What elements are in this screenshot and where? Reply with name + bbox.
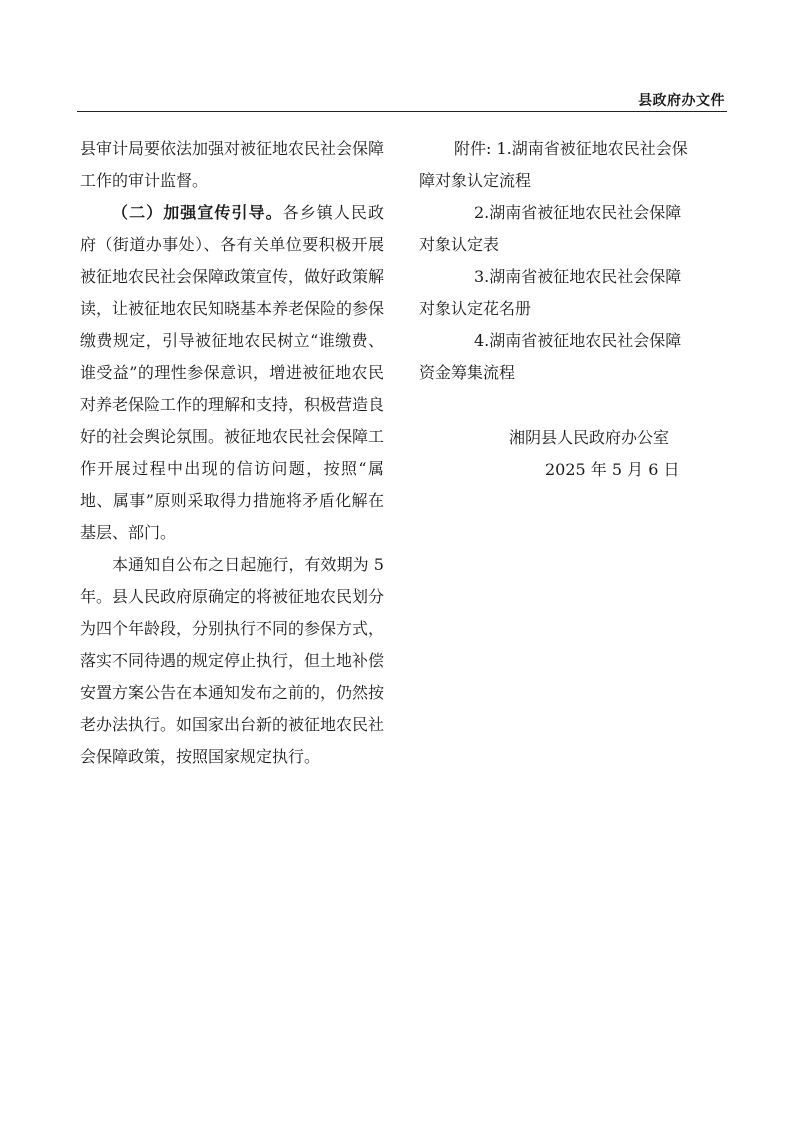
- attachments-list: [419, 133, 725, 389]
- signature-block: [419, 422, 725, 486]
- attachment-1-continuation: 障对象认定流程: [419, 171, 532, 190]
- section-heading-publicity: （二）加强宣传引导。: [112, 203, 283, 222]
- attachment-4-continuation: 资金筹集流程: [419, 363, 516, 382]
- paragraph-publicity: [80, 197, 384, 549]
- left-text-column: [80, 133, 384, 773]
- header-divider: [77, 111, 727, 112]
- page-header-title: 县政府办文件: [638, 93, 725, 109]
- attachment-2-line: 2.湖南省被征地农民社会保障: [474, 203, 682, 222]
- attachment-3-line: 3.湖南省被征地农民社会保障: [474, 267, 682, 286]
- paragraph-audit-supervision: 县审计局要依法加强对被征地农民社会保障工作的审计监督。: [80, 139, 385, 190]
- attachment-3-continuation: 对象认定花名册: [419, 299, 532, 318]
- section-body-publicity: 各乡镇人民政府（街道办事处）、各有关单位要积极开展被征地农民社会保障政策宣传，做好政策解读，让被征地农民知晓基本养老保险的参保缴费规定，引导被征地农民树立“谁缴费、谁受益”的理性参保意识，增进被征地农民对养老保险工作的理解和支持，积极营造良好的社会舆论氛围。被征地农民社会保障工作开展过程中出现的信访问题，按照“属地、属事”原则采取得力措施将矛盾化解在基层、部门。: [80, 203, 385, 542]
- paragraph-effective-period: 本通知自公布之日起施行，有效期为 5 年。县人民政府原确定的将被征地农民划分为四个年龄段，分别执行不同的参保方式，落实不同待遇的规定停止执行，但土地补偿安置方案公告在本通知发布之前的，仍然按老办法执行。如国家出台新的被征地农民社会保障政策，按照国家规定执行。: [80, 555, 385, 766]
- attachment-1-line: 附件: 1.湖南省被征地农民社会保: [454, 139, 688, 158]
- attachment-4-line: 4.湖南省被征地农民社会保障: [474, 331, 682, 350]
- issuing-organization: 湘阴县人民政府办公室: [509, 428, 670, 447]
- issue-date: 2025 年 5 月 6 日: [545, 460, 680, 479]
- attachment-2-continuation: 对象认定表: [419, 235, 500, 254]
